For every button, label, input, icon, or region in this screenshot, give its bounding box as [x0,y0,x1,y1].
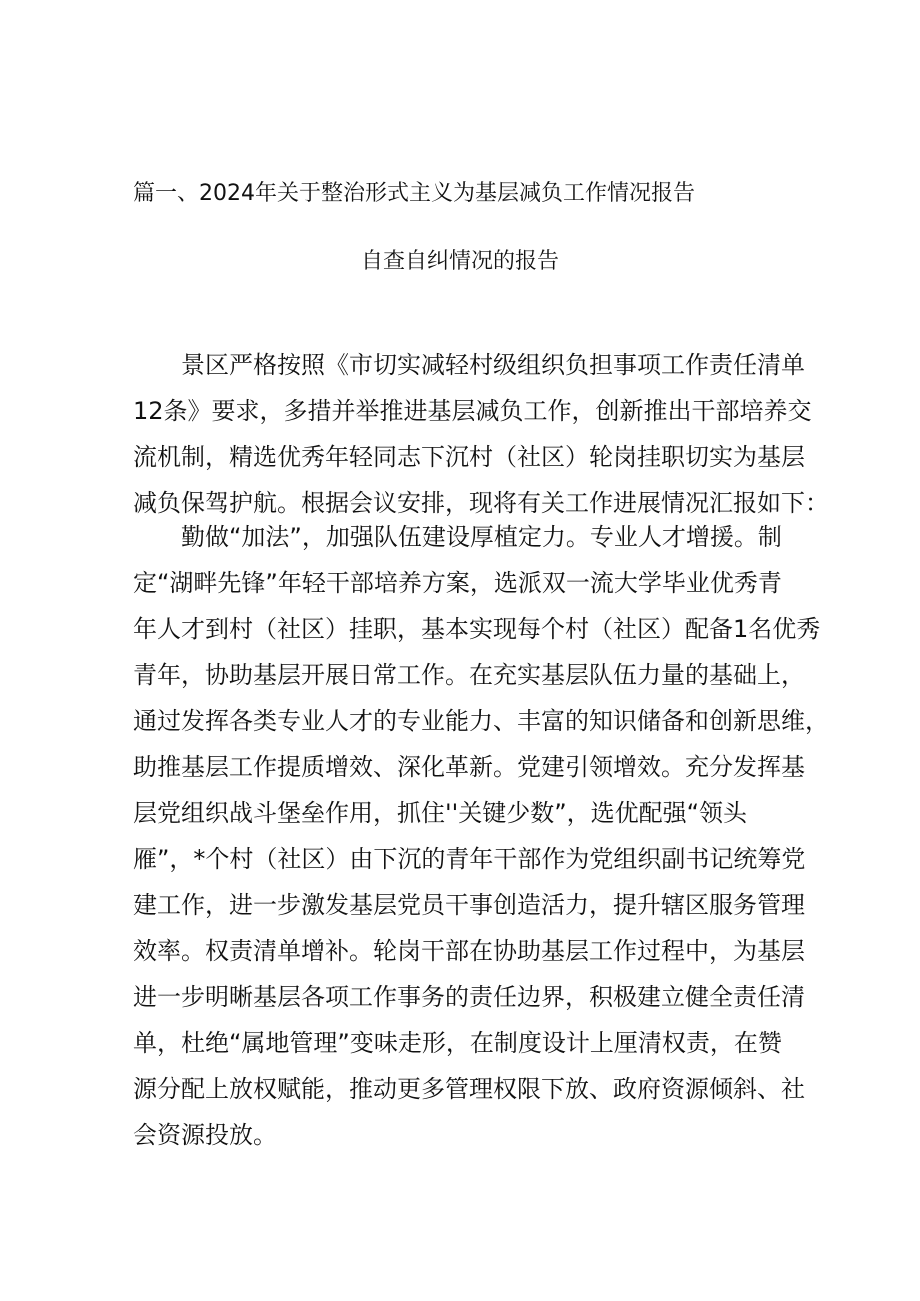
document-title: 自查自纠情况的报告 [360,249,559,274]
paragraph-line: 减负保驾护航。根据会议安排，现将有关工作进展情况汇报如下： [133,489,829,517]
paragraph-line: 建工作，进一步激发基层党员干事创造活力，提升辖区服务管理 [133,891,805,919]
paragraph-line: 单，杜绝“属地管理”变味走形，在制度设计上厘清权责，在赞 [133,1029,782,1057]
paragraph-line: 进一步明晰基层各项工作事务的责任边界，积极建立健全责任清 [133,983,805,1011]
paragraph-line: 源分配上放权赋能，推动更多管理权限下放、政府资源倾斜、社 [133,1075,805,1103]
paragraph-intro [133,342,829,526]
paragraph-line: 雁”，*个村（社区）由下沉的青年干部作为党组织副书记统筹党 [133,845,806,873]
paragraph-line: 勤做“加法”，加强队伍建设厚植定力。专业人才增援。制 [181,523,782,551]
paragraph-line: 青年，协助基层开展日常工作。在充实基层队伍力量的基础上， [133,661,805,689]
paragraph-line: 景区严格按照《市切实减轻村级组织负担事项工作责任清单 [181,351,805,379]
paragraph-line: 效率。权责清单增补。轮岗干部在协助基层工作过程中，为基层 [133,937,805,965]
paragraph-line: 12条》要求，多措并举推进基层减负工作，创新推出干部培养交 [133,397,812,425]
paragraph-line: 层党组织战斗堡垒作用，抓住''关键少数”，选优配强“领头 [133,799,748,827]
section-heading: 篇一、2024年关于整治形式主义为基层减负工作情况报告 [133,181,695,206]
paragraph-line: 助推基层工作提质增效、深化革新。党建引领增效。充分发挥基 [133,753,805,781]
paragraph-line: 通过发挥各类专业人才的专业能力、丰富的知识储备和创新思维， [133,707,829,735]
paragraph-line: 流机制，精选优秀年轻同志下沉村（社区）轮岗挂职切实为基层 [133,443,805,471]
paragraph-line: 会资源投放。 [133,1121,277,1149]
paragraph-body [133,514,829,1158]
paragraph-line: 年人才到村（社区）挂职，基本实现每个村（社区）配备1名优秀 [133,615,821,643]
paragraph-line: 定“湖畔先锋”年轻干部培养方案，选派双一流大学毕业优秀青 [133,569,782,597]
